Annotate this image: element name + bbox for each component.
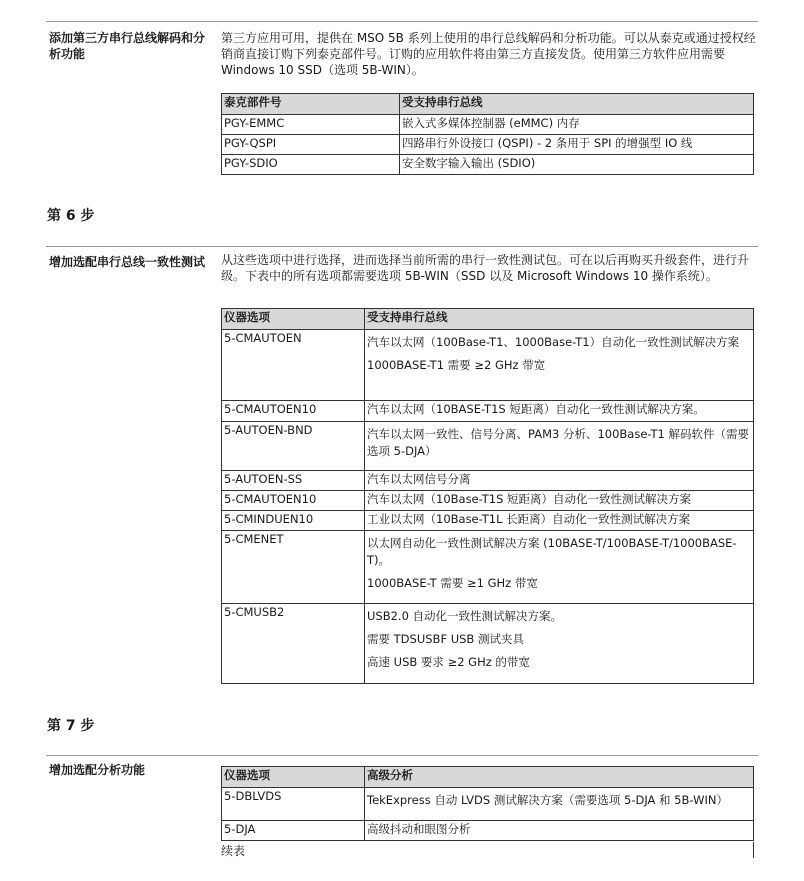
description-line: 需要 TDSUSBF USB 测试夹具 [367, 632, 524, 646]
section-divider [46, 21, 758, 22]
third-party-table [221, 93, 754, 175]
analysis-table [221, 766, 754, 841]
description-cell [365, 401, 754, 422]
option-cell: 5-AUTOEN-BND [222, 422, 365, 471]
option-cell: 5-CMAUTOEN10 [222, 401, 365, 422]
table-header-row [222, 309, 754, 330]
description-cell [365, 330, 754, 401]
description-line: 汽车以太网信号分离 [367, 472, 471, 486]
section-paragraph-compliance: 从这些选项中进行选择，进而选择当前所需的串行一致性测试包。可在以后再购买升级套件，进行升级。下表中的所有选项都需要选项 5B-WIN（SSD 以及 Microsoft Windows 10 操作系统）。 [221, 253, 750, 283]
description-cell [365, 491, 754, 511]
description-line: 汽车以太网（100Base-T1、1000Base-T1）自动化一致性测试解决方案 [367, 335, 740, 349]
section-divider [46, 755, 758, 756]
column-header: 受支持串行总线 [400, 94, 754, 115]
table-row [222, 604, 754, 684]
column-header: 仪器选项 [222, 309, 365, 330]
table-row [222, 788, 754, 821]
description-cell [365, 471, 754, 491]
column-header: 仪器选项 [222, 767, 365, 788]
description-cell: 高级抖动和眼图分析 [365, 821, 754, 841]
description-line: 汽车以太网（10BASE-T1S 短距离）自动化一致性测试解决方案。 [367, 402, 705, 416]
option-cell: 5-CMENET [222, 531, 365, 604]
option-cell: 5-CMUSB2 [222, 604, 365, 684]
table-row [222, 471, 754, 491]
option-cell: 5-DJA [222, 821, 365, 841]
section-divider [46, 246, 758, 247]
description-line: 1000BASE-T1 需要 ≥2 GHz 带宽 [367, 358, 546, 372]
bus-cell: 嵌入式多媒体控制器 (eMMC) 内存 [400, 115, 754, 135]
option-cell: 5-DBLVDS [222, 788, 365, 821]
table-edge [753, 842, 754, 858]
section-paragraph-third-party: 第三方应用可用，提供在 MSO 5B 系列上使用的串行总线解码和分析功能。可以从泰克或通过授权经销商直接订购下列泰克部件号。订购的应用软件将由第三方直接发货。使用第三方软件应用需要 Windows 10 SSD（选项 5B-WIN）。 [221, 31, 756, 77]
option-cell: 5-CMAUTOEN [222, 330, 365, 401]
table-row [222, 115, 754, 135]
description-line: 高速 USB 要求 ≥2 GHz 的带宽 [367, 655, 530, 669]
description-line: 工业以太网（10Base-T1L 长距离）自动化一致性测试解决方案 [367, 512, 691, 526]
table-row [222, 401, 754, 422]
part-number-cell: PGY-QSPI [222, 135, 400, 155]
table-row [222, 531, 754, 604]
table-row [222, 422, 754, 471]
section-label-analysis: 增加选配分析功能 [49, 763, 146, 777]
description-line: 汽车以太网（10Base-T1S 短距离）自动化一致性测试解决方案 [367, 492, 692, 506]
section-label-compliance: 增加选配串行总线一致性测试 [49, 255, 206, 269]
compliance-table [221, 308, 754, 684]
description-line: USB2.0 自动化一致性测试解决方案。 [367, 609, 563, 623]
table-row [222, 511, 754, 531]
description-cell [365, 422, 754, 471]
description-cell [365, 604, 754, 684]
description-line: 以太网自动化一致性测试解决方案 (10BASE-T/100BASE-T/1000BASE-T)。 [367, 536, 737, 567]
option-cell: 5-CMINDUEN10 [222, 511, 365, 531]
step-heading: 第 7 步 [47, 718, 95, 734]
description-cell [365, 531, 754, 604]
table-row [222, 821, 754, 841]
table-row [222, 135, 754, 155]
description-cell [365, 511, 754, 531]
step-heading: 第 6 步 [47, 208, 95, 224]
description-line: 1000BASE-T 需要 ≥1 GHz 带宽 [367, 576, 538, 590]
table-header-row [222, 94, 754, 115]
description-cell: TekExpress 自动 LVDS 测试解决方案（需要选项 5-DJA 和 5B-WIN） [365, 788, 754, 821]
part-number-cell: PGY-SDIO [222, 155, 400, 175]
table-row [222, 491, 754, 511]
continued-note: 续表 [221, 844, 246, 858]
description-line: 汽车以太网一致性、信号分离、PAM3 分析、100Base-T1 解码软件（需要选项 5-DJA） [367, 427, 750, 458]
table-row [222, 330, 754, 401]
option-cell: 5-CMAUTOEN10 [222, 491, 365, 511]
table-header-row [222, 767, 754, 788]
part-number-cell: PGY-EMMC [222, 115, 400, 135]
table-row [222, 155, 754, 175]
section-label-third-party: 添加第三方串行总线解码和分析功能 [49, 31, 206, 61]
column-header: 高级分析 [365, 767, 754, 788]
bus-cell: 四路串行外设接口 (QSPI) - 2 条用于 SPI 的增强型 IO 线 [400, 135, 754, 155]
column-header: 泰克部件号 [222, 94, 400, 115]
column-header: 受支持串行总线 [365, 309, 754, 330]
bus-cell: 安全数字输入输出 (SDIO) [400, 155, 754, 175]
option-cell: 5-AUTOEN-SS [222, 471, 365, 491]
